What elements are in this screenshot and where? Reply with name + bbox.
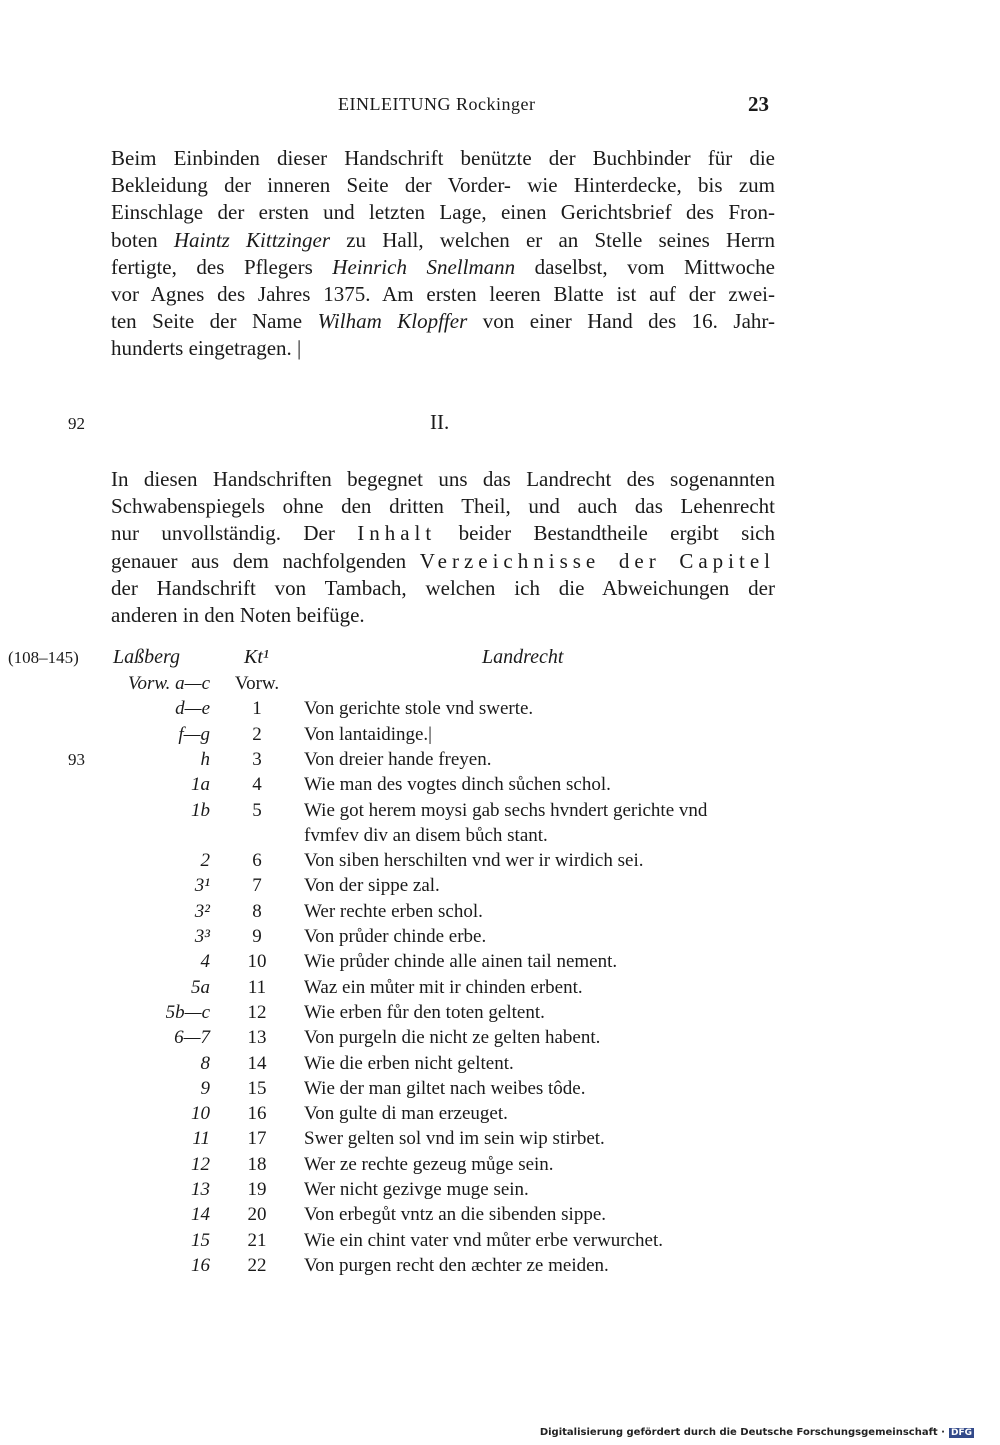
table-row [0, 875, 1000, 900]
lassberg-cell: 13 [191, 1179, 210, 1200]
table-row [0, 1204, 1000, 1229]
table-row [0, 1230, 1000, 1255]
table-row [0, 1154, 1000, 1179]
spaced-word: Verzeichnisse der Capitel [419, 548, 775, 573]
table-row [0, 1255, 1000, 1280]
kt-cell: 16 [247, 1103, 267, 1125]
running-title: EINLEITUNG Rockinger [338, 94, 536, 114]
table-row [0, 724, 1000, 749]
table-row [0, 1128, 1000, 1153]
table-row [0, 926, 1000, 951]
kt-cell: 20 [247, 1204, 267, 1226]
lassberg-cell: Vorw. a—c [128, 673, 210, 694]
person-name: Haintz Kittzinger [173, 227, 331, 252]
para1-line: hunderts eingetragen. | [111, 336, 302, 361]
chapter-title: Von gulte di man erzeuget. [304, 1103, 508, 1125]
chapter-title: Von dreier hande freyen. [304, 748, 492, 770]
column-header-lassberg: Laßberg [113, 646, 181, 668]
lassberg-cell: 12 [191, 1153, 210, 1175]
lassberg-cell: 8 [200, 1052, 210, 1074]
para2-line: genauer aus dem nachfolgenden Verzeichnisse der Capitel [111, 548, 775, 573]
chapter-title: Von purgen recht den æchter ze meiden. [304, 1254, 609, 1276]
table-row [0, 825, 1000, 850]
para2-line: nur unvollständig. Der Inhalt beider Bestandtheile ergibt sich [111, 521, 775, 546]
footer-text: Digitalisierung gefördert durch die Deutsche Forschungsgemeinschaft · [539, 1427, 945, 1438]
para1-line: boten Haintz Kittzinger zu Hall, welchen er an Stelle seines Herrn [111, 227, 775, 252]
lassberg-cell: 5b—c [165, 1001, 210, 1023]
lassberg-cell: 3² [194, 900, 210, 922]
chapter-title: Von der sippe zal. [304, 875, 440, 897]
table-row [0, 1027, 1000, 1052]
table-row [0, 800, 1000, 825]
para1-line: ten Seite der Name Wilham Klopffer von einer Hand des 16. Jahr- [111, 309, 775, 334]
chapter-title: Wie man des vogtes dinch sůchen schol. [304, 774, 611, 796]
kt-cell: 3 [252, 748, 262, 770]
chapter-title: fvmfev div an disem bůch stant. [304, 824, 548, 846]
kt-cell: 1 [252, 698, 262, 720]
table-row [0, 1078, 1000, 1103]
lassberg-cell: 2 [200, 850, 210, 872]
lassberg-cell: 3¹ [194, 875, 210, 897]
margin-note: 92 [68, 414, 85, 433]
table-row [0, 673, 1000, 698]
chapter-title: Wie die erben nicht geltent. [304, 1052, 514, 1074]
kt-cell: 6 [252, 850, 262, 872]
table-row [0, 1103, 1000, 1128]
kt-cell: Vorw. [234, 673, 280, 694]
section-numeral: II. [430, 410, 450, 434]
kt-cell: 21 [247, 1229, 267, 1251]
spaced-word: Inhalt [357, 521, 437, 546]
para1-line: Beim Einbinden dieser Handschrift benützte der Buchbinder für die [111, 146, 775, 170]
paragraph-1 [111, 145, 775, 363]
kt-cell: 11 [247, 976, 267, 998]
lassberg-cell: 15 [191, 1229, 210, 1251]
chapter-title: Von purgeln die nicht ze gelten habent. [304, 1027, 601, 1049]
lassberg-cell: 11 [192, 1128, 210, 1150]
table-row [0, 698, 1000, 723]
kt-cell: 10 [247, 951, 267, 973]
chapter-title: Wer nicht gezivge muge sein. [304, 1179, 529, 1200]
lassberg-cell: f—g [178, 723, 210, 745]
lassberg-cell: 9 [200, 1077, 210, 1099]
para1-line: Einschlage der ersten und letzten Lage, einen Gerichtsbrief des Fron- [111, 200, 775, 225]
para2-line: der Handschrift von Tambach, welchen ich die Abweichungen der [111, 575, 775, 600]
kt-cell: 12 [247, 1001, 267, 1023]
kt-cell: 13 [247, 1027, 267, 1049]
chapter-title: Wie erben fůr den toten geltent. [304, 1001, 545, 1023]
chapter-title: Wie průder chinde alle ainen tail nement. [304, 951, 618, 973]
lassberg-cell: d—e [175, 698, 210, 720]
footer-credit [540, 1427, 974, 1438]
lassberg-cell: 14 [191, 1204, 210, 1226]
kt-cell: 7 [252, 875, 262, 897]
chapter-title: Wie ein chint vater vnd můter erbe verwurchet. [304, 1229, 664, 1251]
kt-cell: 2 [252, 723, 262, 745]
lassberg-cell: 3³ [194, 926, 210, 947]
dfg-logo: DFG [950, 1428, 972, 1438]
chapter-title: Waz ein můter mit ir chinden erbent. [304, 976, 583, 998]
lassberg-cell: 6—7 [174, 1027, 210, 1049]
para2-line: anderen in den Noten beifüge. [111, 603, 365, 628]
kt-cell: 19 [247, 1179, 267, 1200]
kt-cell: 4 [252, 774, 262, 796]
table-row [0, 977, 1000, 1002]
lassberg-cell: 5a [191, 976, 210, 998]
table-row [0, 901, 1000, 926]
column-header-landrecht: Landrecht [482, 646, 564, 668]
chapter-title: Wie got herem moysi gab sechs hvndert gerichte vnd [304, 799, 708, 821]
table-row [0, 1053, 1000, 1078]
margin-note: 93 [68, 750, 85, 769]
kt-cell: 17 [247, 1128, 267, 1150]
chapter-title: Wie der man giltet nach weibes tôde. [304, 1077, 586, 1099]
person-name: Wilham Klopffer [317, 309, 468, 334]
chapter-title: Swer gelten sol vnd im sein wip stirbet. [304, 1128, 605, 1150]
page-number: 23 [748, 92, 769, 116]
kt-cell: 8 [252, 900, 262, 922]
kt-cell: 15 [247, 1077, 267, 1099]
chapter-table [0, 673, 1000, 1283]
chapter-title: Von siben herschilten vnd wer ir wirdich sei. [304, 850, 644, 872]
table-row [0, 951, 1000, 976]
table-row [0, 1002, 1000, 1027]
kt-cell: 22 [247, 1254, 267, 1276]
kt-cell: 5 [252, 799, 262, 821]
chapter-title: Von průder chinde erbe. [304, 926, 487, 947]
chapter-title: Wer rechte erben schol. [304, 900, 483, 922]
kt-cell: 18 [247, 1153, 267, 1175]
para2-line: Schwabenspiegels ohne den dritten Theil, und auch das Lehenrecht [111, 494, 775, 519]
kt-cell: 14 [247, 1052, 267, 1074]
chapter-title: Wer ze rechte gezeug můge sein. [304, 1153, 554, 1175]
lassberg-cell: 1b [191, 799, 210, 821]
table-row [0, 850, 1000, 875]
lassberg-cell: 10 [191, 1103, 210, 1125]
column-header-kt: Kt¹ [244, 646, 269, 668]
para1-line: fertigte, des Pflegers Heinrich Snellmann daselbst, vom Mittwoche [111, 254, 775, 279]
table-row [0, 1179, 1000, 1204]
lassberg-cell: 1a [191, 774, 210, 796]
person-name: Heinrich Snellmann [332, 254, 516, 279]
paragraph-2 [111, 466, 775, 629]
margin-note-range: (108–145) [8, 648, 79, 667]
para1-line: vor Agnes des Jahres 1375. Am ersten leeren Blatte ist auf der zwei- [111, 282, 775, 307]
chapter-title: Von gerichte stole vnd swerte. [304, 698, 534, 720]
chapter-title: Von lantaidinge.| [304, 723, 432, 745]
lassberg-cell: 4 [200, 951, 210, 973]
table-row [0, 774, 1000, 799]
para1-line: Bekleidung der inneren Seite der Vorder- wie Hinterdecke, bis zum [111, 173, 775, 198]
chapter-title: Von erbegůt vntz an die sibenden sippe. [304, 1204, 606, 1226]
para2-line: In diesen Handschriften begegnet uns das Landrecht des sogenannten [111, 467, 775, 491]
kt-cell: 9 [252, 926, 262, 947]
table-row [0, 749, 1000, 774]
lassberg-cell: h [200, 748, 210, 770]
lassberg-cell: 16 [191, 1254, 210, 1276]
